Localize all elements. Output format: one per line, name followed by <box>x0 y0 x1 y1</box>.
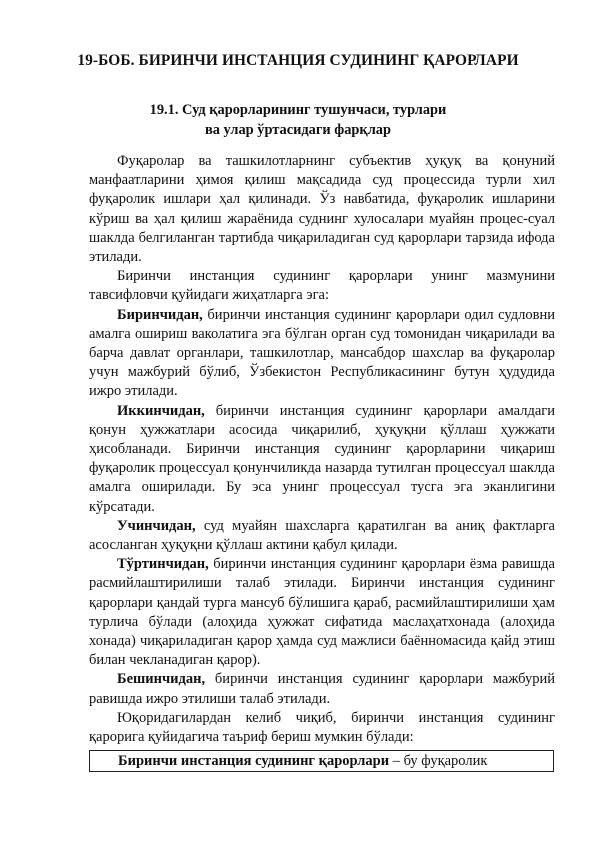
paragraph-text: Фуқаролар ва ташкилотларнинг субъектив ҳуқуқ ва қонуний манфаатларини ҳимоя қилиш мақсадида суд процессида турли хил фуқаролик ишлари ҳал қилинади. Ўз навбатида, фуқаролик ишларини кўриш ва ҳал қилиш жараёнида суднинг хулосалари муайян процес-суал шаклда белгиланган тартибда чиқариладиган суд қарорлари тарзида ифода этилади. <box>89 153 555 266</box>
definition-term: Биринчи инстанция судининг қарорлари <box>118 753 390 769</box>
paragraph-lead: Иккинчидан, <box>117 402 205 419</box>
paragraph-lead: Бешинчидан, <box>117 671 206 688</box>
paragraph-text: биринчи инстанция судининг қарорлари амалдаги қонун ҳужжатлари асосида чиқарилиб, ҳуқуқни қўллаш ҳужжати ҳисобланади. Биринчи инстанция судининг қарорларини чиқариш фуқаролик процессуал қонунчиликда назарда тутилган процессуал шаклда амалга оширилади. Бу эса унинг процессуал тусга эга эканлигини кўрсатади. <box>89 402 555 515</box>
paragraph-second <box>89 402 555 517</box>
paragraph-third <box>89 517 555 555</box>
definition-box <box>89 750 554 772</box>
paragraph-aspects-intro <box>89 267 555 305</box>
paragraph-intro <box>89 152 555 267</box>
paragraph-lead: Тўртинчидан, <box>117 556 209 573</box>
section-title-line-1: 19.1. Суд қарорларининг тушунчаси, турлари <box>149 102 447 118</box>
paragraph-text: суд муайян шахсларга қаратилган ва аниқ фактларга асосланган ҳуқуқни қўллаш актини қабул қилади. <box>89 517 555 554</box>
paragraph-text: Юқоридагилардан келиб чиқиб, биринчи инстанция судининг қарорига қуйидагича таъриф бериш мумкин бўлади: <box>89 709 555 746</box>
paragraph-first <box>89 306 555 402</box>
paragraph-text: биринчи инстанция судининг қарорлари мажбурий равишда ижро этилиши талаб этилади. <box>89 671 555 707</box>
paragraph-text: биринчи инстанция судининг қарорлари ёзма равишда расмийлаштирилиши талаб этилади. Биринчи инстанция судининг қарорлари қандай турга мансуб бўлишига қараб, расмийлаштирилиши ҳам турлича бўлади (алоҳида ҳужжат сифатида маслаҳатхонада (алоҳида хонада) чиқариладиган қарор ҳамда суд мажлиси баённомасида қайд этиш билан чекланадиган қарор). <box>89 556 555 669</box>
paragraph-lead: Учинчидан, <box>117 517 196 534</box>
definition-text: – бу фуқаролик <box>389 753 488 769</box>
section-title <box>100 100 496 140</box>
paragraph-fourth <box>89 555 555 670</box>
section-title-line-2: ва улар ўртасидаги фарқлар <box>204 122 392 138</box>
paragraph-lead: Биринчидан, <box>117 306 203 323</box>
paragraph-fifth <box>89 670 555 708</box>
paragraph-text: биринчи инстанция судининг қарорлари одил судловни амалга ошириш ваколатига эга бўлган орган суд томонидан чиқарилади ва барча давлат органлари, ташкилотлар, мансабдор шахслар ва фуқаролар учун мажбурий бўлиб, Ўзбекистон Республикасининг бутун ҳудудида ижро этилади. <box>89 306 555 400</box>
paragraph-text: Биринчи инстанция судининг қарорлари унинг мазмунини тавсифловчи қуйидаги жиҳатларга эга: <box>89 268 555 304</box>
body-text <box>89 152 555 747</box>
paragraph-conclusion <box>89 709 555 747</box>
chapter-title: 19-БОБ. БИРИНЧИ ИНСТАНЦИЯ СУДИНИНГ ҚАРОРЛАРИ <box>77 52 519 69</box>
